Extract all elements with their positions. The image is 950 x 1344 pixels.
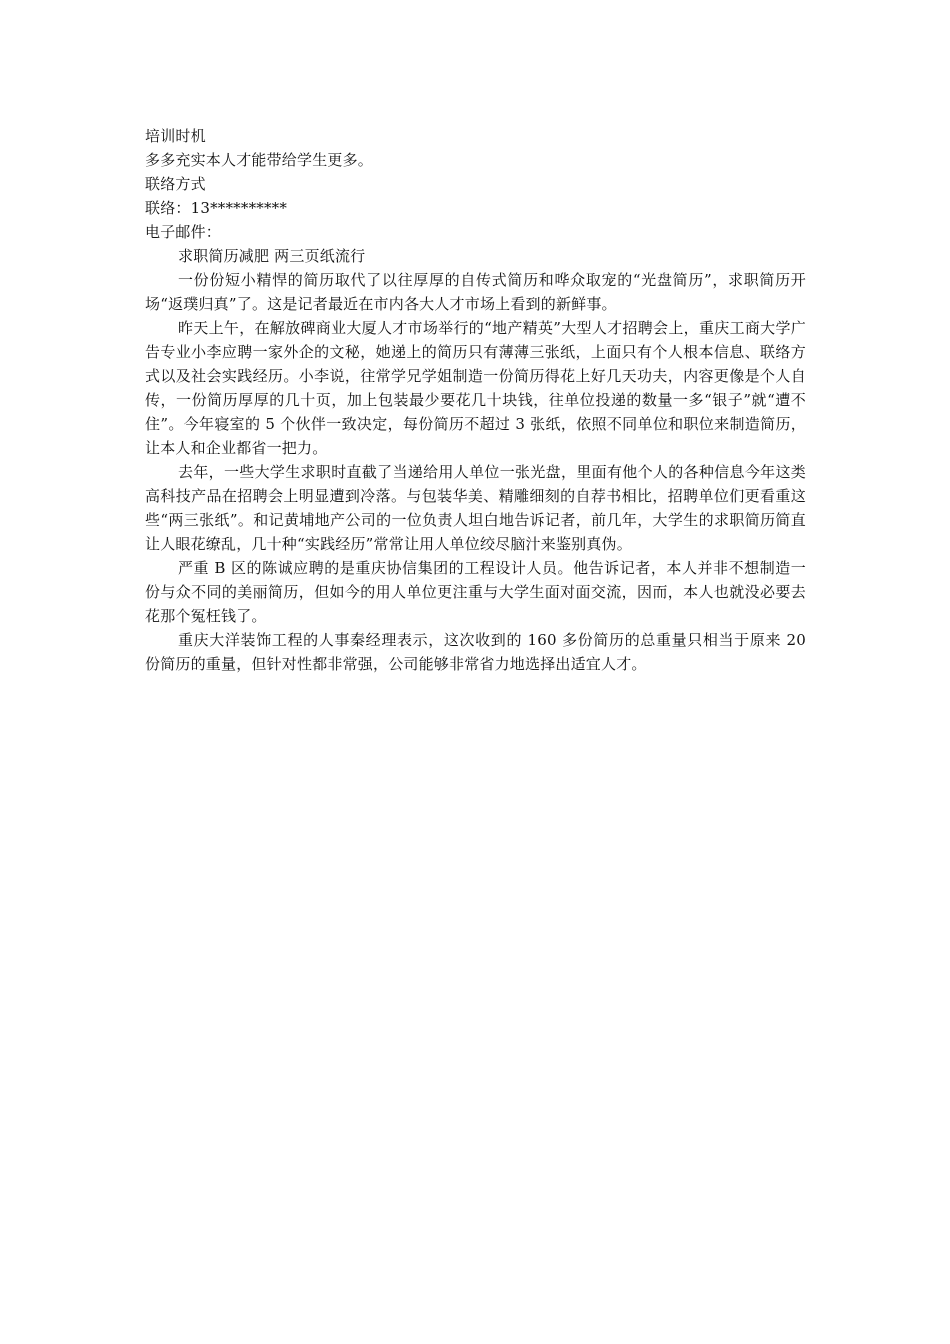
article-paragraph-3: 去年，一些大学生求职时直截了当递给用人单位一张光盘，里面有他个人的各种信息今年这类高科技产品在招聘会上明显遭到冷落。与包装华美、精雕细刻的自荐书相比，招聘单位们更看重这些“两三张纸”。和记黄埔地产公司的一位负责人坦白地告诉记者，前几年，大学生的求职简历简直让人眼花缭乱，几十种“实践经历”常常让用人单位绞尽脑汁来鉴别真伪。 bbox=[145, 463, 806, 553]
article-paragraph-2: 昨天上午，在解放碑商业大厦人才市场举行的“地产精英”大型人才招聘会上，重庆工商大学广告专业小李应聘一家外企的文秘，她递上的简历只有薄薄三张纸，上面只有个人根本信息、联络方式以及社会实践经历。小李说，往常学兄学姐制造一份简历得花上好几天功夫，内容更像是个人自传，一份简历厚厚的几十页，加上包装最少要花几十块钱，往单位投递的数量一多“银子”就“遭不住”。今年寝室的 5 个伙伴一致决定，每份简历不超过 3 张纸，依照不同单位和职位来制造简历，让本人和企业都省一把力。 bbox=[145, 319, 806, 457]
article-paragraph-5: 重庆大洋装饰工程的人事秦经理表示，这次收到的 160 多份简历的总重量只相当于原来 20 份简历的重量，但针对性都非常强，公司能够非常省力地选择出适宜人才。 bbox=[145, 631, 806, 673]
contact-phone: 联络：13********** bbox=[145, 199, 288, 217]
contact-heading: 联络方式 bbox=[145, 175, 206, 193]
article-paragraph-4: 严重 B 区的陈诚应聘的是重庆协信集团的工程设计人员。他告诉记者，本人并非不想制造一份与众不同的美丽简历，但如今的用人单位更注重与大学生面对面交流，因而，本人也就没必要去花那个冤枉钱了。 bbox=[145, 559, 806, 625]
document-body bbox=[145, 124, 806, 676]
email-label: 电子邮件： bbox=[145, 223, 222, 241]
article-title: 求职简历减肥 两三页纸流行 bbox=[178, 247, 366, 265]
article-paragraph-1: 一份份短小精悍的简历取代了以往厚厚的自传式简历和哗众取宠的“光盘简历”，求职简历开场“返璞归真”了。这是记者最近在市内各大人才市场上看到的新鲜事。 bbox=[145, 271, 806, 313]
training-timing-label: 培训时机 bbox=[145, 127, 206, 145]
training-timing-text: 多多充实本人才能带给学生更多。 bbox=[145, 151, 374, 169]
